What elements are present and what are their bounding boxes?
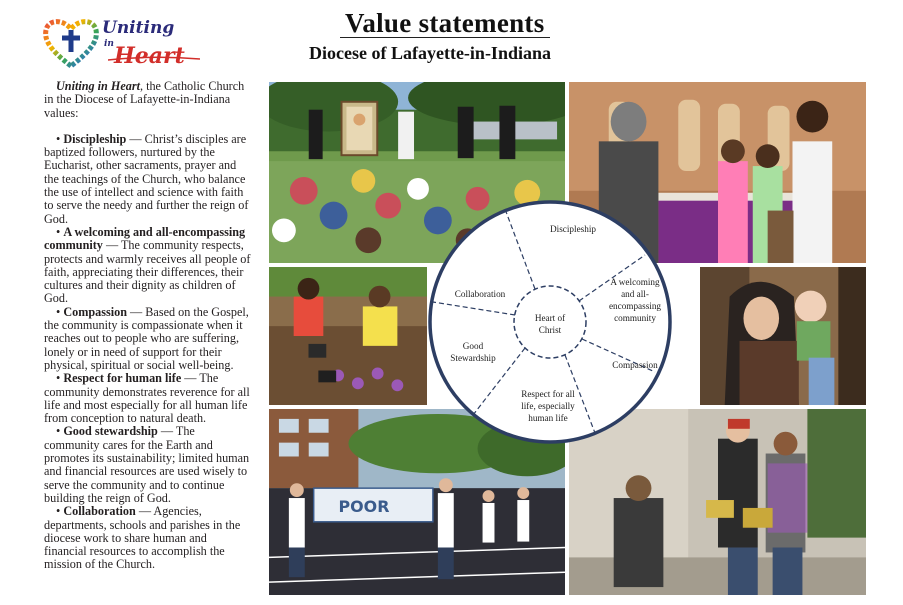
diagram-segment-compassion: Compassion bbox=[612, 360, 658, 370]
value-bullet: • bbox=[56, 371, 61, 386]
intro-emphasis: Uniting in Heart bbox=[56, 79, 140, 93]
diagram-center-line-1: Heart of bbox=[534, 313, 566, 323]
title-underline bbox=[340, 37, 550, 38]
value-name: Collaboration bbox=[63, 504, 136, 519]
diagram-segment-collaboration: Collaboration bbox=[454, 289, 506, 299]
value-text: The community cares for the Earth and promotes its sustainability; limited human and financial resources are used wisely to serve the community and to continue building the reign of God. bbox=[44, 424, 250, 505]
value-dash: — bbox=[102, 238, 121, 253]
logo-line-3: Heart bbox=[114, 43, 185, 69]
value-bullet: • bbox=[56, 304, 61, 319]
value-collaboration bbox=[44, 505, 252, 571]
value-discipleship bbox=[44, 133, 252, 226]
diagram-segment-welcoming-2: and all- bbox=[621, 289, 649, 299]
value-stewardship bbox=[44, 425, 252, 505]
page-title: Value statements bbox=[345, 8, 545, 38]
logo-swoosh bbox=[108, 56, 200, 62]
value-text: Based on the Gospel, the community is compassionate when it reaches out to people who are suffering, lonely or in need of support for their physical, spiritual or social well-being. bbox=[44, 304, 249, 372]
value-name: Good stewardship bbox=[63, 424, 158, 439]
value-bullet: • bbox=[56, 504, 61, 519]
diagram-segment-respect-2: life, especially bbox=[521, 401, 575, 411]
value-respect bbox=[44, 372, 252, 425]
intro-rest: , the Catholic Church in the Diocese of Lafayette-in-Indiana values: bbox=[44, 79, 245, 120]
diagram-center-line-2: Christ bbox=[538, 325, 562, 335]
banner-text: POOR bbox=[338, 496, 390, 516]
value-name: Respect for human life bbox=[63, 371, 182, 386]
value-bullet: • bbox=[56, 131, 61, 146]
value-name: A welcoming and all-encompassing community bbox=[44, 224, 246, 253]
photo-planting-flowers bbox=[268, 266, 428, 406]
value-name: Compassion bbox=[63, 304, 127, 319]
diagram-segment-respect-1: Respect for all bbox=[521, 389, 575, 399]
value-bullet: • bbox=[56, 224, 61, 239]
diagram-segment-welcoming-4: community bbox=[614, 313, 656, 323]
photo-sister-with-baby bbox=[699, 266, 867, 406]
value-dash: — bbox=[181, 371, 200, 386]
value-welcoming bbox=[44, 226, 252, 306]
value-dash: — bbox=[126, 131, 145, 146]
page-subtitle: Diocese of Lafayette-in-Indiana bbox=[309, 43, 551, 63]
intro-paragraph bbox=[44, 80, 252, 120]
diagram-segment-stewardship-1: Good bbox=[462, 341, 484, 351]
values-wheel-diagram bbox=[425, 197, 675, 447]
diagram-segment-respect-3: human life bbox=[528, 413, 568, 423]
logo-line-2: in bbox=[104, 39, 114, 49]
logo-line-1: Uniting bbox=[102, 18, 175, 38]
diagram-segment-welcoming-3: encompassing bbox=[608, 301, 662, 311]
value-text: The community respects, protects and warmly receives all people of faith, appreciating their differences, their cultures and their dignity as children of God. bbox=[44, 238, 251, 306]
value-text: The community demonstrates reverence for all life and most especially for all human life from conception to natural death. bbox=[44, 371, 250, 426]
uniting-in-heart-logo bbox=[42, 16, 202, 68]
value-statements-text bbox=[44, 80, 252, 572]
value-text: Agencies, departments, schools and parishes in the diocese work to share human and financial resources to accomplish the mission of the Church. bbox=[44, 504, 241, 572]
value-bullet: • bbox=[56, 424, 61, 439]
value-name: Discipleship bbox=[63, 131, 127, 146]
value-dash: — bbox=[127, 304, 146, 319]
value-compassion bbox=[44, 306, 252, 372]
value-text: Christ’s disciples are baptized followers, nurtured by the Eucharist, other sacraments, prayer and the teachings of the Church, who balance the use of intellect and science with faith to serve the needy and further the reign of God. bbox=[44, 131, 249, 226]
diagram-segment-welcoming-1: A welcoming bbox=[610, 277, 660, 287]
value-dash: — bbox=[157, 424, 176, 439]
diagram-segment-stewardship-2: Stewardship bbox=[450, 353, 496, 363]
heart-cross-icon bbox=[42, 16, 100, 68]
value-dash: — bbox=[135, 504, 154, 519]
diagram-segment-discipleship: Discipleship bbox=[550, 224, 596, 234]
